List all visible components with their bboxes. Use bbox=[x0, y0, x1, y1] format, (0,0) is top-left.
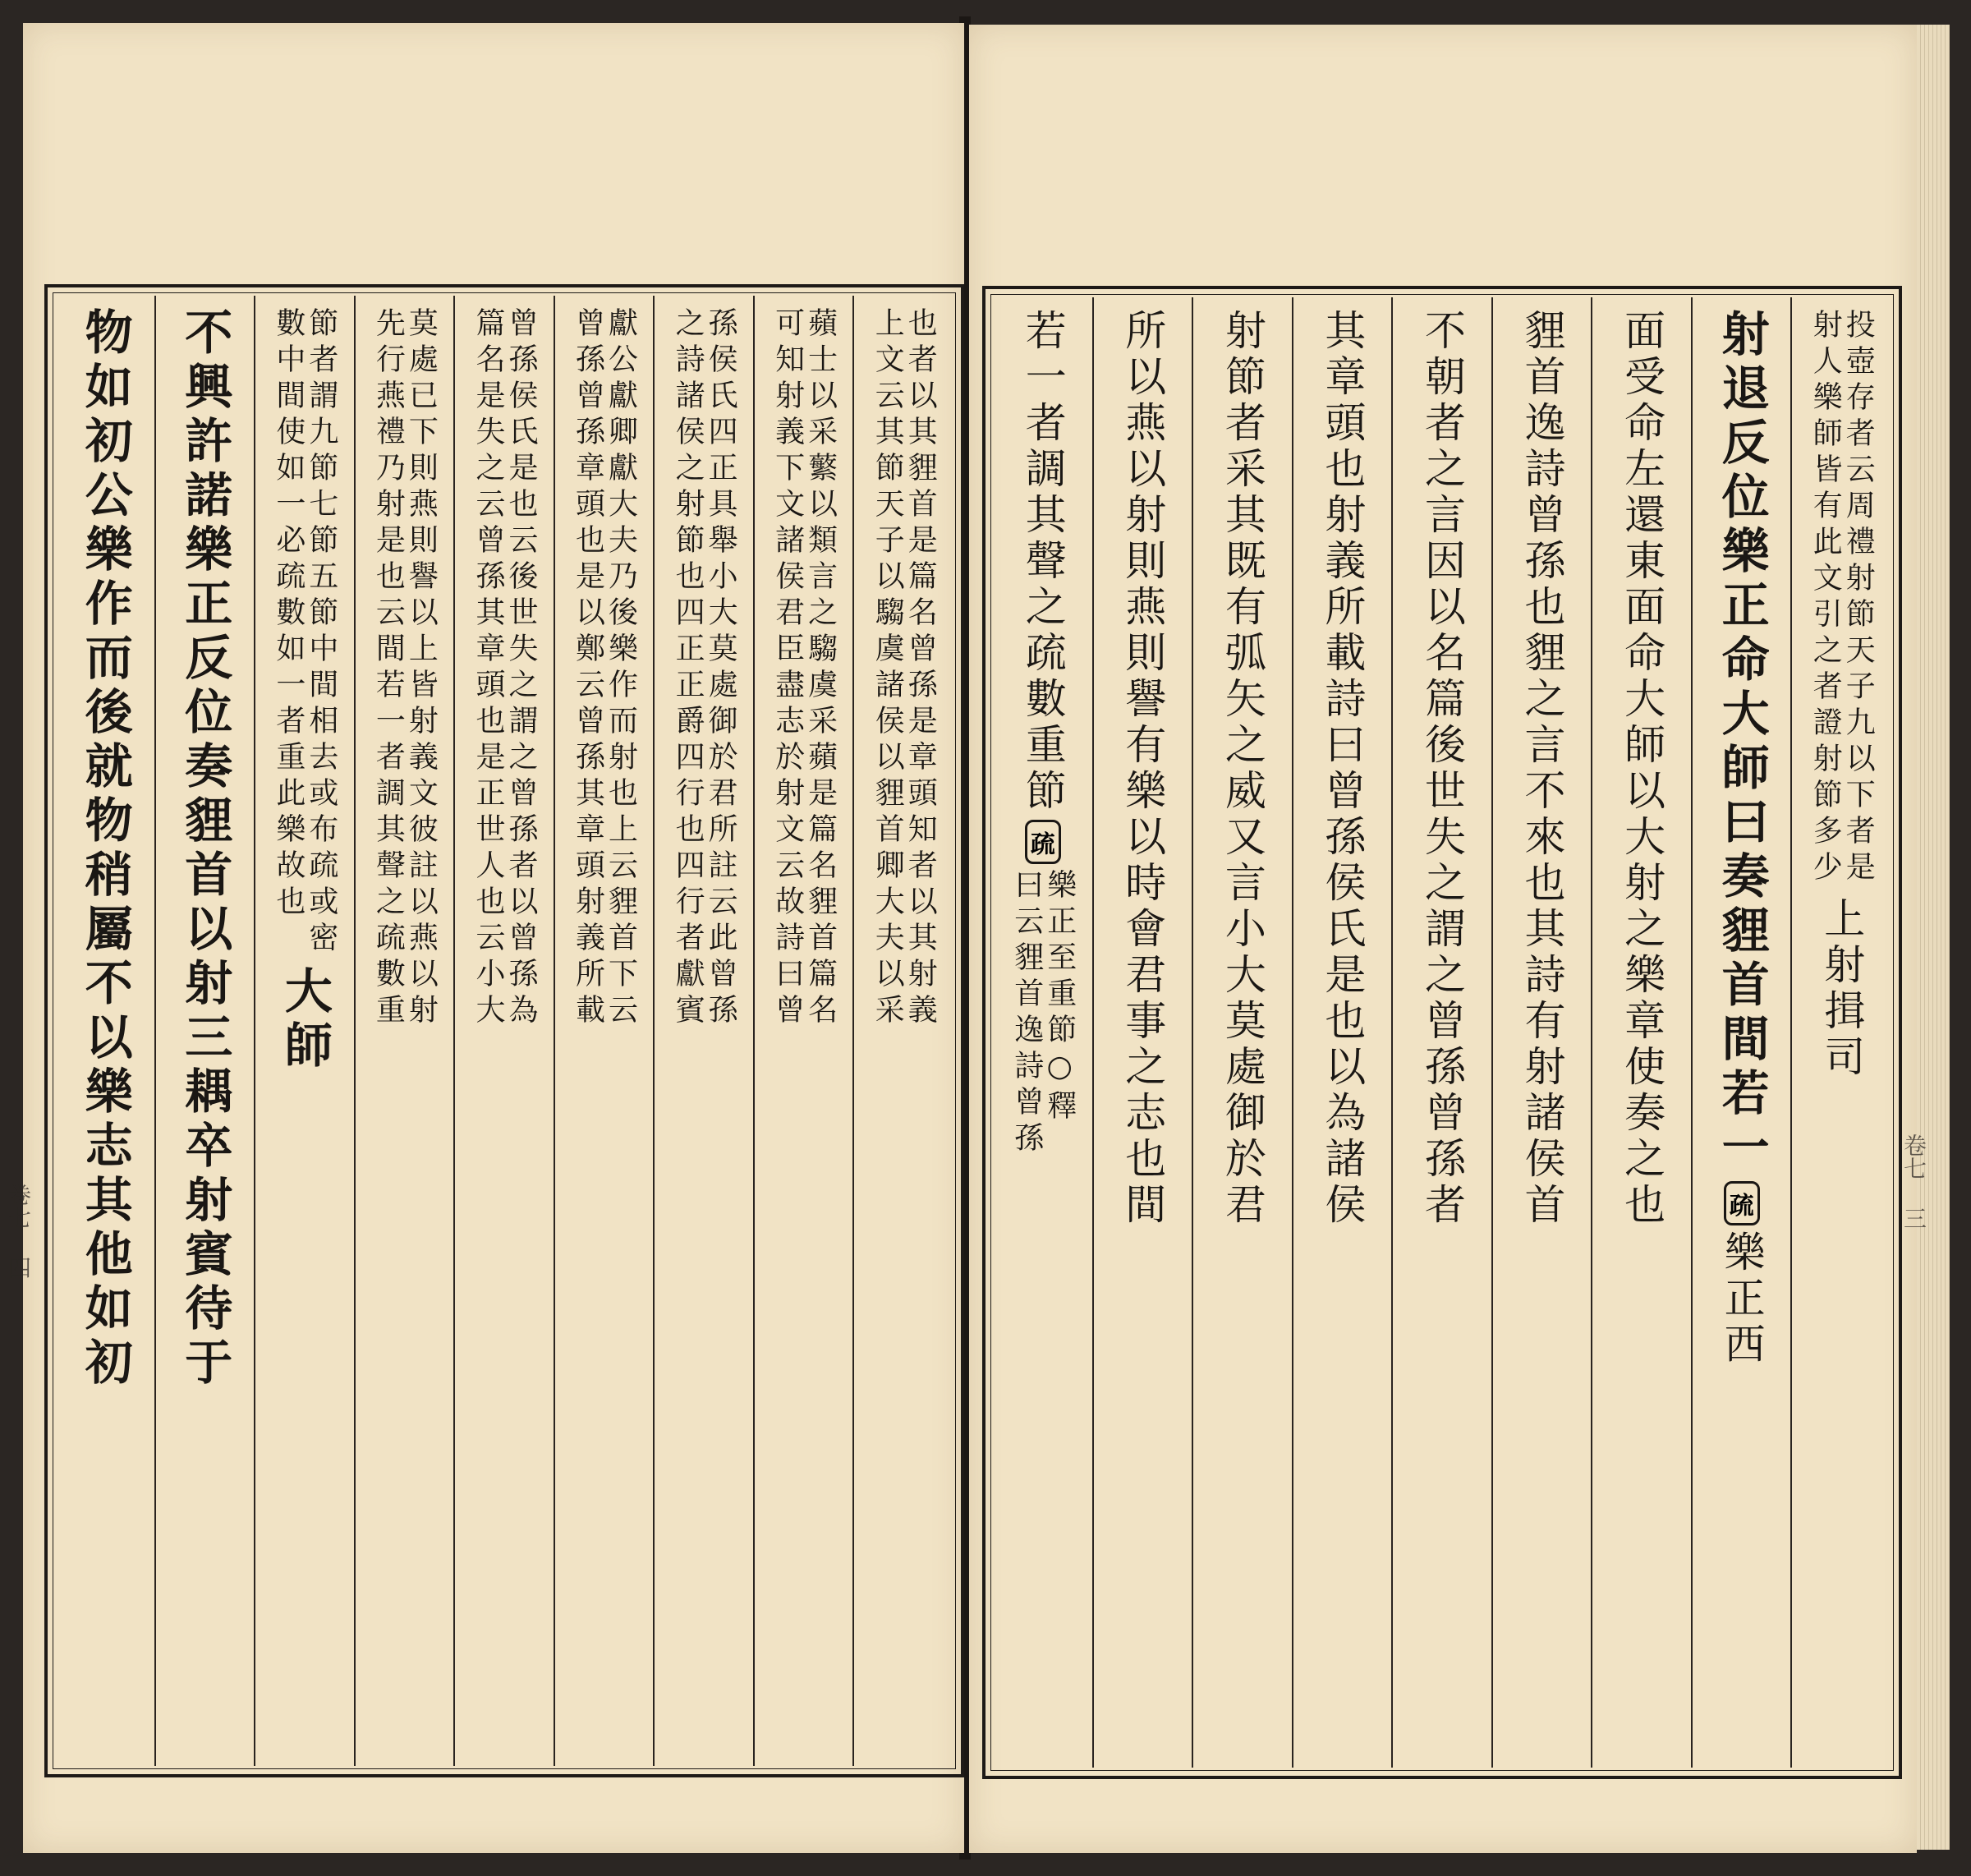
page-edges bbox=[1917, 25, 1950, 1850]
right-col-9 bbox=[994, 297, 1092, 1768]
left-col-5 bbox=[453, 296, 554, 1766]
small-line: 數中間使如一必疏數如一者重此樂故也 bbox=[271, 307, 306, 922]
small-line: 曾孫侯氏是也云後世失之謂之曾孫者以曾孫為 bbox=[503, 307, 538, 1030]
left-margin-mark: 卷七 四 bbox=[5, 1183, 32, 1279]
small-line: 獻公獻卿獻大夫乃後樂作而射也上云貍首下云 bbox=[604, 307, 638, 1030]
small-line: 莫處已下則燕則譽以上皆射義文彼註以燕以射 bbox=[404, 307, 439, 1030]
left-col-6 bbox=[354, 296, 454, 1766]
small-line: 篇名是失之云曾孫其章頭也是正世人也云小大 bbox=[471, 307, 505, 1030]
main-text-tail: 樂正西 bbox=[1717, 1230, 1766, 1368]
main-text-line: 射退反位樂正命大師曰奏貍首間若一 bbox=[1713, 309, 1770, 1176]
small-line: 曾孫曾孫章頭也是以鄭云曾孫其章頭射義所載 bbox=[571, 307, 605, 1030]
left-col-9 bbox=[56, 296, 154, 1766]
left-col-1 bbox=[852, 296, 953, 1766]
small-line: 樂正至重節○釋 bbox=[1042, 869, 1077, 1126]
small-line: 可知射義下文諸侯君臣盡志於射文云故詩曰曾 bbox=[770, 307, 805, 1030]
right-columns bbox=[994, 297, 1891, 1768]
small-line: 曰云貍首逸詩曾孫 bbox=[1009, 869, 1044, 1158]
right-margin-mark: 卷七 三 bbox=[1900, 1133, 1927, 1230]
commentary-line: 所以燕以射則燕則譽有樂以時會君事之志也間 bbox=[1119, 309, 1167, 1229]
commentary-line: 射節者采其既有弧矢之威又言小大莫處御於君 bbox=[1218, 309, 1266, 1229]
right-page bbox=[969, 25, 1917, 1853]
left-col-8 bbox=[154, 296, 255, 1766]
left-page bbox=[23, 23, 964, 1853]
left-col-3 bbox=[653, 296, 753, 1766]
main-text-tail: 上射揖司 bbox=[1817, 897, 1866, 1081]
commentary-line: 貍首逸詩曾孫也貍之言不來也其詩有射諸侯首 bbox=[1518, 309, 1566, 1229]
commentary-line: 若一者調其聲之疏數重節 bbox=[1018, 309, 1067, 815]
small-line: 投壺存者云周禮射節天子九以下者是 bbox=[1841, 309, 1876, 887]
main-text-line: 不興許諾樂正反位奏貍首以射三耦卒射賓待于 bbox=[177, 307, 233, 1391]
commentary-line: 其章頭也射義所載詩曰曾孫侯氏是也以為諸侯 bbox=[1318, 309, 1367, 1229]
right-col-4 bbox=[1491, 297, 1592, 1768]
commentary-line: 面受命左還東面命大師以大射之樂章使奏之也 bbox=[1618, 309, 1666, 1229]
right-text-frame bbox=[982, 286, 1902, 1779]
small-line: 也者以其貍首是篇名曾孫是章頭知者以其射義 bbox=[903, 307, 938, 1030]
small-line: 上文云其節天子以騶虞諸侯以貍首卿大夫以采 bbox=[871, 307, 905, 1030]
left-col-2 bbox=[753, 296, 853, 1766]
right-col-1 bbox=[1790, 297, 1891, 1768]
left-col-4 bbox=[554, 296, 654, 1766]
right-col-7 bbox=[1192, 297, 1292, 1768]
left-columns bbox=[56, 296, 953, 1766]
small-line: 節者謂九節七節五節中間相去或布疏或密 bbox=[304, 307, 338, 958]
small-line: 射人樂師皆有此文引之者證射節多少 bbox=[1808, 309, 1843, 887]
right-col-3 bbox=[1591, 297, 1691, 1768]
main-text-line: 物如初公樂作而後就物稍屬不以樂志其他如初 bbox=[76, 307, 133, 1391]
left-text-frame bbox=[44, 284, 964, 1777]
small-line: 孫侯氏四正具舉小大莫處御於君所註云此曾孫 bbox=[704, 307, 738, 1030]
small-line: 之詩諸侯之射節也四正正爵四行也四行者獻賓 bbox=[671, 307, 705, 1030]
right-col-2 bbox=[1691, 297, 1791, 1768]
right-col-8 bbox=[1092, 297, 1192, 1768]
seal-mark: 疏 bbox=[1025, 820, 1061, 864]
seal-mark: 疏 bbox=[1724, 1181, 1760, 1225]
left-col-7 bbox=[254, 296, 354, 1766]
right-col-6 bbox=[1292, 297, 1392, 1768]
commentary-line: 不朝者之言因以名篇後世失之謂之曾孫曾孫者 bbox=[1417, 309, 1466, 1229]
small-line: 先行燕禮乃射是也云間若一者調其聲之疏數重 bbox=[371, 307, 406, 1030]
main-text-tail: 大師 bbox=[276, 966, 333, 1074]
right-col-5 bbox=[1391, 297, 1491, 1768]
small-line: 蘋士以采蘩以類言之騶虞采蘋是篇名貍首篇名 bbox=[803, 307, 838, 1030]
